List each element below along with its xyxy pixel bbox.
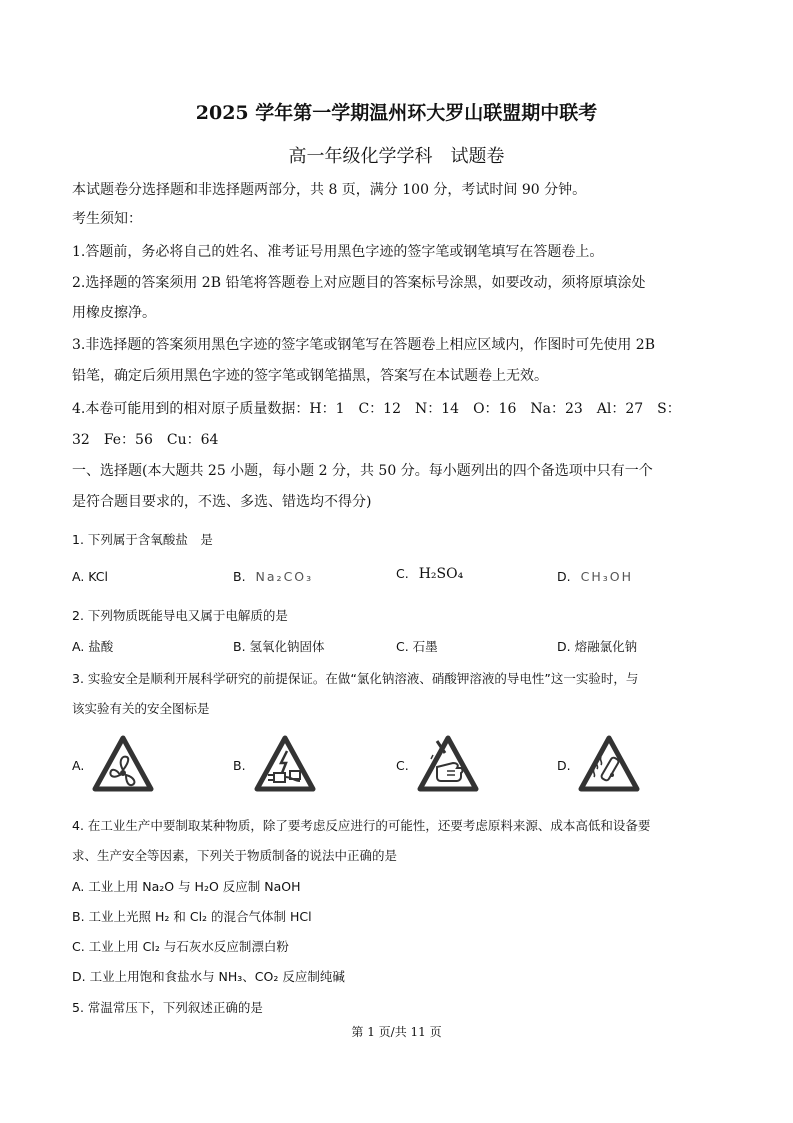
notice-3a: 3.非选择题的答案须用黑色字迹的签字笔或钢笔写在答题卷上相应区域内，作图时可先使用 2B — [72, 337, 656, 353]
q4-option-a: A. 工业上用 Na₂O 与 H₂O 反应制 NaOH — [72, 879, 301, 894]
q3-option-b: B. — [233, 758, 246, 773]
page-subtitle: 高一年级化学学科 试题卷 — [288, 146, 505, 167]
q1-option-d — [557, 569, 633, 584]
q4-stem-a: 4. 在工业生产中要制取某种物质，除了要考虑反应进行的可能性，还要考虑原料来源、成本高低和设备要 — [72, 818, 651, 833]
q3-option-d: D. — [557, 758, 571, 773]
q2-option-c: C. 石墨 — [396, 639, 438, 654]
q1-option-b-formula: Na₂CO₃ — [255, 569, 314, 584]
electric-plug-warning-icon — [254, 735, 316, 793]
q1-option-c-label: C. — [396, 566, 409, 581]
q1-option-b-label: B. — [233, 569, 246, 584]
q1-option-c-formula: H₂SO₄ — [418, 566, 464, 582]
q1-stem: 1. 下列属于含氧酸盐 是 — [72, 532, 213, 547]
q4-option-b: B. 工业上光照 H₂ 和 Cl₂ 的混合气体制 HCl — [72, 909, 312, 924]
q3-option-c: C. — [396, 758, 409, 773]
notice-3b: 铅笔，确定后须用黑色字迹的签字笔或钢笔描黑，答案写在本试题卷上无效。 — [72, 368, 548, 384]
q1-option-d-formula: CH₃OH — [580, 569, 633, 584]
q2-option-a: A. 盐酸 — [72, 639, 114, 654]
q3-stem-a: 3. 实验安全是顺利开展科学研究的前提保证。在做“氯化钠溶液、硝酸钾溶液的导电性”这一实验时，与 — [72, 671, 639, 686]
section-heading-a: 一、选择题(本大题共 25 小题，每小题 2 分，共 50 分。每小题列出的四个备选项中只有一个 — [72, 463, 653, 479]
q4-option-c: C. 工业上用 Cl₂ 与石灰水反应制漂白粉 — [72, 939, 289, 954]
q5-stem: 5. 常温常压下，下列叙述正确的是 — [72, 1000, 263, 1015]
q2-option-b: B. 氢氧化钠固体 — [233, 639, 325, 654]
notice-2b: 用橡皮擦净。 — [72, 305, 156, 321]
q3-option-a: A. — [72, 758, 85, 773]
q4-option-d: D. 工业上用饱和食盐水与 NH₃、CO₂ 反应制纯碱 — [72, 969, 345, 984]
q4-stem-b: 求、生产安全等因素，下列关于物质制备的说法中正确的是 — [72, 848, 398, 863]
intro-text: 本试题卷分选择题和非选择题两部分，共 8 页，满分 100 分，考试时间 90 分钟。 — [72, 182, 587, 198]
q2-stem: 2. 下列物质既能导电又属于电解质的是 — [72, 608, 288, 623]
section-heading-b: 是符合题目要求的，不选、多选、错选均不得分) — [72, 494, 372, 510]
notice-4a: 4.本卷可能用到的相对原子质量数据：H：1 C：12 N：14 O：16 Na：23 Al：27 S： — [72, 401, 681, 417]
page-number: 第 1 页/共 11 页 — [351, 1025, 442, 1039]
notice-2a: 2.选择题的答案须用 2B 铅笔将答题卷上对应题目的答案标号涂黑，如要改动，须将原填涂处 — [72, 275, 646, 291]
q1-option-b — [233, 569, 313, 584]
notice-4b: 32 Fe：56 Cu：64 — [72, 432, 219, 448]
fan-warning-icon — [92, 735, 154, 793]
hand-wash-icon — [417, 735, 479, 793]
notice-title: 考生须知： — [72, 211, 142, 227]
q1-option-c — [396, 566, 463, 582]
q2-option-d: D. 熔融氯化钠 — [557, 639, 638, 654]
page-title: 2025 学年第一学期温州环大罗山联盟期中联考 — [195, 102, 598, 124]
notice-1: 1.答题前，务必将自己的姓名、准考证号用黑色字迹的签字笔或钢笔填写在答题卷上。 — [72, 244, 604, 260]
q1-option-d-label: D. — [557, 569, 571, 584]
q3-stem-b: 该实验有关的安全图标是 — [72, 701, 210, 716]
q1-option-a: A. KCl — [72, 569, 108, 584]
hot-tube-icon — [578, 735, 640, 793]
